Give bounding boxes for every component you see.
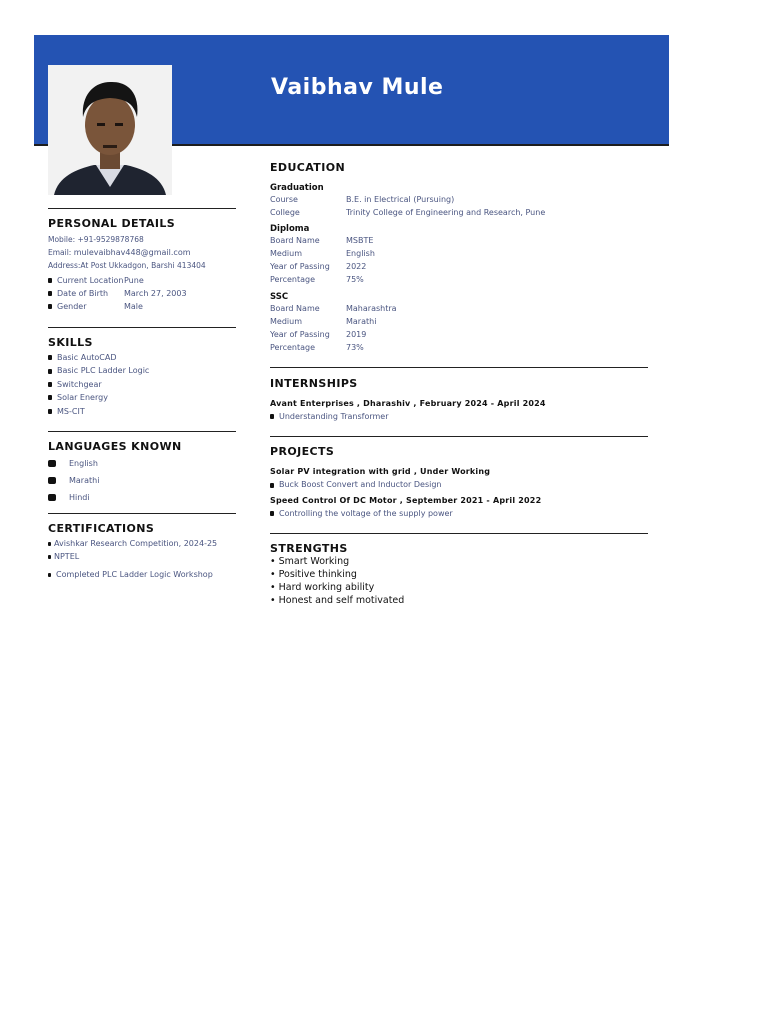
internship-title: Avant Enterprises , Dharashiv , February 2024 - April 2024 (270, 399, 546, 408)
bullet-icon (48, 460, 56, 467)
mobile-text: Mobile: +91-9529878768 (48, 235, 144, 244)
education-row: Medium Marathi (270, 317, 377, 326)
education-row: Medium English (270, 249, 375, 258)
field-value: Pune (124, 276, 144, 285)
strength-item: • Hard working ability (270, 582, 375, 594)
profile-photo (48, 65, 172, 195)
education-row: Percentage 73% (270, 343, 364, 352)
address-text: Address:At Post Ukkadgon, Barshi 413404 (48, 261, 206, 270)
bullet-icon (270, 483, 274, 488)
bullet-icon (48, 573, 51, 577)
bullet-icon (48, 395, 52, 400)
bullet-icon (48, 291, 52, 296)
education-row: Percentage 75% (270, 275, 364, 284)
bullet-icon (48, 409, 52, 414)
bullet-icon (48, 304, 52, 309)
skills-title: SKILLS (48, 336, 93, 349)
bullet-icon (48, 369, 52, 374)
skill-item: Basic AutoCAD (48, 351, 236, 364)
personal-details-title: PERSONAL DETAILS (48, 217, 176, 230)
bullet-icon (48, 555, 51, 559)
email-link[interactable]: mulevaibhav448@gmail.com (73, 248, 191, 257)
left-column (48, 208, 236, 581)
internship-bullet: Understanding Transformer (270, 410, 648, 423)
bullet-icon (270, 414, 274, 419)
personal-field (48, 274, 236, 287)
skill-item: Basic PLC Ladder Logic (48, 364, 236, 377)
bullet-icon (48, 477, 56, 484)
strength-item: • Positive thinking (270, 569, 357, 581)
certification-item: Completed PLC Ladder Logic Workshop (48, 568, 236, 581)
skill-item: Solar Energy (48, 391, 236, 404)
language-item: English (48, 455, 236, 472)
project-title: Speed Control Of DC Motor , September 2021 - April 2022 (270, 495, 542, 505)
email-row (48, 246, 236, 259)
language-item: Marathi (48, 472, 236, 489)
language-item: Hindi (48, 489, 236, 506)
project-bullet: Buck Boost Convert and Inductor Design (270, 478, 648, 491)
skill-item: Switchgear (48, 378, 236, 391)
certification-item: Avishkar Research Competition, 2024-25 (48, 537, 236, 550)
strengths-title: STRENGTHS (270, 542, 348, 556)
project-bullet: Controlling the voltage of the supply power (270, 507, 648, 520)
education-row: Year of Passing 2022 (270, 262, 367, 271)
field-key: Gender (57, 302, 87, 311)
field-value: March 27, 2003 (124, 289, 187, 298)
field-key: Current Location (57, 276, 124, 285)
strength-item: • Smart Working (270, 556, 350, 568)
field-key: Date of Birth (57, 289, 109, 298)
field-value: Male (124, 302, 143, 311)
education-title: EDUCATION (270, 161, 346, 174)
education-row: College Trinity College of Engineering and Research, Pune (270, 208, 546, 217)
certifications-title: CERTIFICATIONS (48, 522, 155, 536)
email-label: Email: (48, 248, 74, 257)
education-row: Board Name Maharashtra (270, 304, 397, 313)
bullet-icon (48, 382, 52, 387)
bullet-icon (270, 511, 274, 516)
strength-item: • Honest and self motivated (270, 595, 405, 607)
project-title: Solar PV integration with grid , Under Working (270, 467, 491, 477)
projects-title: PROJECTS (270, 445, 335, 459)
bullet-icon (48, 542, 51, 546)
education-row: Course B.E. in Electrical (Pursuing) (270, 195, 455, 204)
graduation-title: Graduation (270, 183, 324, 193)
ssc-title: SSC (270, 292, 289, 302)
education-row: Year of Passing 2019 (270, 330, 367, 339)
bullet-icon (48, 355, 52, 360)
certification-item: NPTEL (48, 550, 236, 563)
skill-item: MS-CIT (48, 405, 236, 418)
personal-field (48, 287, 236, 300)
languages-title: LANGUAGES KNOWN (48, 440, 182, 454)
right-column (270, 161, 648, 607)
education-row: Board Name MSBTE (270, 236, 374, 245)
internships-title: INTERNSHIPS (270, 377, 358, 390)
candidate-name: Vaibhav Mule (271, 75, 444, 100)
bullet-icon (48, 494, 56, 501)
diploma-title: Diploma (270, 224, 310, 234)
personal-field (48, 300, 236, 313)
bullet-icon (48, 278, 52, 283)
